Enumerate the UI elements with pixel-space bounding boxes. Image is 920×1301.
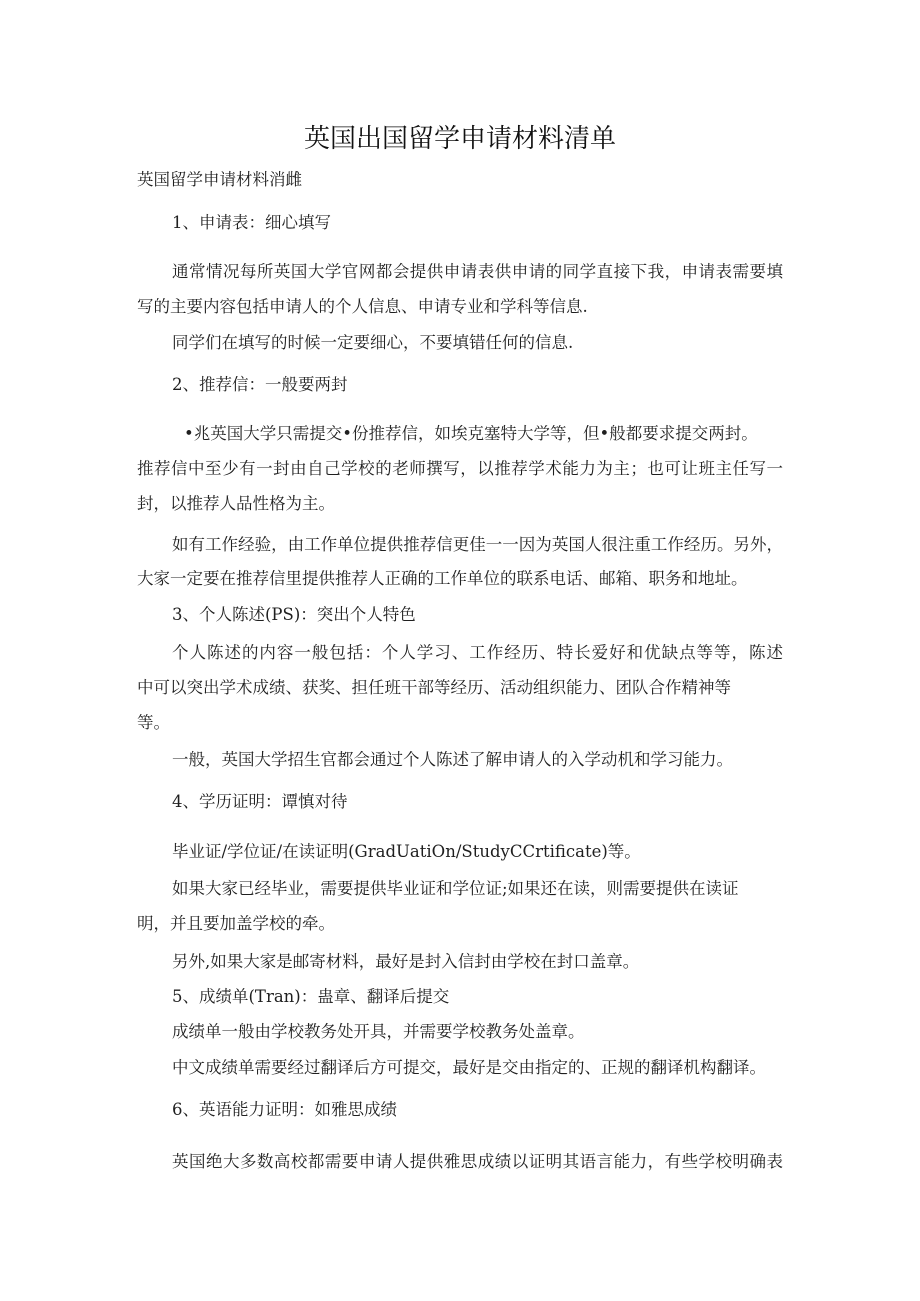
section-2-heading: 2、推荐信：一般要两封 [172,375,348,394]
document-title: 英国出国留学申请材料清单 [303,124,616,154]
section-5-paragraph: 中文成绩单需要经过翻译后方可提交，最好是交由指定的、正规的翻译机构翻译。 [172,1058,766,1077]
section-3-paragraph-line: 个人陈述的内容一般包括：个人学习、工作经历、特长爱好和优缺点等等，陈述 [172,643,783,662]
section-3-paragraph-line: 中可以突出学术成绩、获奖、担任班干部等经历、活动组织能力、团队合作精神等 [137,678,731,697]
section-5-paragraph: 成绩单一般由学校教务处开具，并需要学校教务处盖章。 [172,1022,585,1041]
section-4-paragraph: 毕业证/学位证/在读证明(GradUatiOn/StudyCCrtificate)等。 [172,842,641,861]
section-1-heading: 1、申请表：细心填写 [172,213,331,232]
section-5-heading: 5、成绩单(Tran)：蛊章、翻译后提交 [172,987,450,1006]
section-1-paragraph-line: 通常情况每所英国大学官网都会提供申请表供申请的同学直接下我，申请表需要填 [172,262,783,281]
section-3-heading: 3、个人陈述(PS)：突出个人特色 [172,605,416,624]
section-4-paragraph-line: 明，并且要加盖学校的牵。 [137,914,335,933]
section-3-paragraph-line: 等。 [137,713,170,732]
section-4-heading: 4、学历证明：谭慎对待 [172,792,348,811]
section-3-paragraph: 一般，英国大学招生官都会通过个人陈述了解申请人的入学动机和学习能力。 [172,750,733,769]
section-2-paragraph-line: 封，以推荐人品性格为主。 [137,494,335,513]
section-1-paragraph: 同学们在填写的时候一定要细心，不要填错任何的信息. [172,333,574,352]
section-4-paragraph-line: 如果大家已经毕业，需要提供毕业证和学位证;如果还在读，则需要提供在读证 [172,879,739,898]
section-6-heading: 6、英语能力证明：如雅思成绩 [172,1100,397,1119]
section-6-paragraph-line: 英国绝大多数高校都需要申请人提供雅思成绩以证明其语言能力，有些学校明确表 [172,1152,783,1171]
document-subtitle: 英国留学申请材料消雌 [137,170,302,189]
section-1-paragraph-line: 写的主要内容包括申请人的个人信息、申请专业和学科等信息. [137,297,588,316]
section-4-paragraph: 另外,如果大家是邮寄材料，最好是封入信封由学校在封口盖章。 [172,952,640,971]
section-2-paragraph-line: 大家一定要在推荐信里提供推荐人正确的工作单位的联系电话、邮箱、职务和地址。 [137,569,748,588]
section-2-paragraph-line: 如有工作经验，由工作单位提供推荐信更佳一一因为英国人很注重工作经历。另外， [172,535,783,554]
section-2-paragraph-line: 推荐信中至少有一封由自己学校的老师撰写，以推荐学术能力为主；也可让班主任写一 [137,459,783,478]
section-2-paragraph-line: •兆英国大学只需提交•份推荐信，如埃克塞特大学等，但•般都要求提交两封。 [184,424,758,443]
